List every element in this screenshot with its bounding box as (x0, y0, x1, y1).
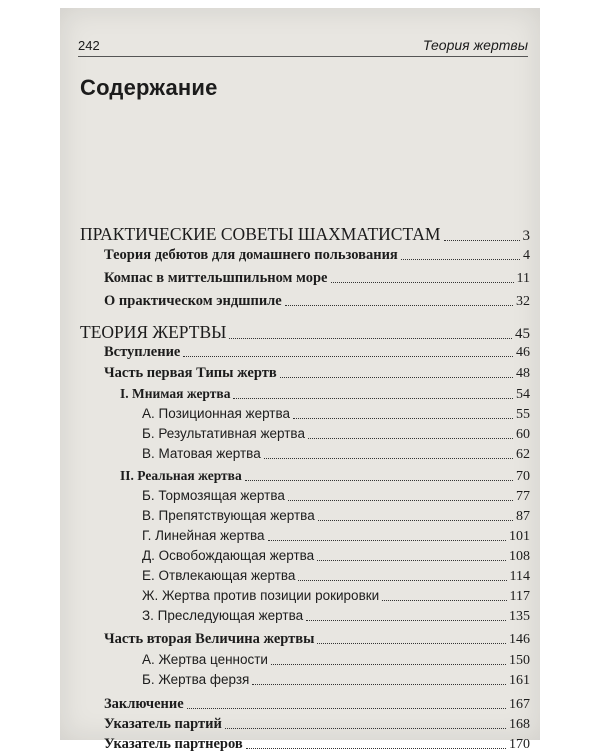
toc-entry-line-sacrifice (142, 528, 530, 545)
toc-entry-practical-endgame (104, 293, 530, 310)
toc-page: 108 (509, 549, 530, 564)
leader-dots (225, 727, 506, 729)
toc-entry-vacating-sacrifice (142, 548, 530, 565)
leader-dots (382, 599, 506, 601)
book-page (60, 8, 540, 752)
toc-label: Вступление (104, 344, 181, 360)
toc-entry-part-one (104, 365, 530, 382)
toc-entry-part-two (104, 631, 530, 648)
toc-label: Компас в миттельшпильном море (104, 270, 328, 286)
leader-dots (285, 304, 513, 306)
toc-page: 170 (509, 737, 530, 752)
leader-dots (229, 337, 512, 339)
leader-dots (252, 683, 506, 685)
toc-label: В. Препятствующая жертва (142, 508, 315, 523)
toc-entry-opening-theory (104, 247, 530, 264)
toc-page: 150 (509, 653, 530, 668)
toc-entry-sacrifice-theory (80, 322, 530, 343)
leader-dots (288, 499, 513, 501)
running-header (78, 36, 528, 57)
toc-label: В. Матовая жертва (142, 446, 261, 461)
toc-label: Теория дебютов для домашнего пользования (104, 247, 398, 263)
toc-page: 46 (516, 345, 530, 360)
leader-dots (298, 579, 506, 581)
toc-entry-partners-index (104, 736, 530, 753)
toc-page: 161 (509, 673, 530, 688)
toc-label: О практическом эндшпиле (104, 293, 282, 309)
bleed-through-right (380, 70, 520, 200)
leader-dots (401, 258, 520, 260)
toc-entry-conclusion (104, 696, 530, 713)
toc-label: Часть первая Типы жертв (104, 365, 277, 381)
toc-page: 4 (523, 248, 530, 263)
toc-entry-real-sacrifice (120, 468, 530, 485)
leader-dots (444, 239, 520, 241)
toc-page: 32 (516, 294, 530, 309)
toc-entry-value-sacrifice (142, 652, 530, 669)
leader-dots (187, 707, 506, 709)
toc-label: Б. Тормозящая жертва (142, 488, 285, 503)
page-title: Содержание (80, 75, 218, 100)
toc-page: 146 (509, 632, 530, 647)
toc-entry-pursuing-sacrifice (142, 608, 530, 625)
toc-page: 70 (516, 469, 530, 484)
toc-label: Е. Отвлекающая жертва (142, 568, 296, 583)
toc-label: Заключение (104, 696, 184, 712)
leader-dots (308, 437, 513, 439)
toc-page: 167 (509, 697, 530, 712)
toc-page: 3 (522, 228, 530, 244)
toc-entry-mating-sacrifice (142, 446, 530, 463)
bleed-through-left (230, 70, 360, 200)
toc-entry-games-index (104, 716, 530, 733)
toc-label: ТЕОРИЯ ЖЕРТВЫ (80, 322, 227, 342)
leader-dots (293, 417, 513, 419)
toc-entry-obstructing-sacrifice (142, 508, 530, 525)
toc-label: ПРАКТИЧЕСКИЕ СОВЕТЫ ШАХМАТИСТАМ (80, 224, 441, 244)
toc-entry-imaginary-sacrifice (120, 386, 530, 403)
toc-label: Г. Линейная жертва (142, 528, 265, 543)
toc-page: 101 (509, 529, 530, 544)
toc-entry-practical-advice (80, 224, 530, 245)
leader-dots (317, 642, 506, 644)
toc-page: 87 (516, 509, 530, 524)
toc-page: 77 (516, 489, 530, 504)
running-title: Теория жертвы (422, 37, 528, 53)
toc-page: 45 (515, 326, 530, 342)
toc-label: Б. Жертва ферзя (142, 672, 250, 687)
leader-dots (233, 397, 513, 399)
toc-label: I. Мнимая жертва (120, 386, 231, 401)
page-number: 242 (78, 38, 100, 53)
toc-entry-resultative-sacrifice (142, 426, 530, 443)
toc-label: Д. Освобождающая жертва (142, 548, 315, 563)
leader-dots (317, 559, 506, 561)
toc-entry-introduction (104, 344, 530, 361)
toc-page: 60 (516, 427, 530, 442)
toc-page: 114 (509, 569, 530, 584)
toc-label: Б. Результативная жертва (142, 426, 305, 441)
toc-entry-retarding-sacrifice (142, 488, 530, 505)
leader-dots (318, 519, 513, 521)
toc-label: Ж. Жертва против позиции рокировки (142, 588, 380, 603)
toc-page: 48 (516, 366, 530, 381)
toc-label: Указатель партий (104, 716, 222, 732)
toc-page: 168 (509, 717, 530, 732)
toc-label: II. Реальная жертва (120, 468, 242, 483)
toc-entry-castled-king-sacrifice (142, 588, 530, 605)
toc-page: 11 (516, 271, 530, 286)
leader-dots (306, 619, 506, 621)
toc-page: 117 (509, 589, 530, 604)
leader-dots (245, 479, 513, 481)
toc-label: Указатель партнеров (104, 736, 243, 752)
leader-dots (271, 663, 506, 665)
leader-dots (246, 747, 506, 749)
toc-label: А. Жертва ценности (142, 652, 268, 667)
toc-entry-deflecting-sacrifice (142, 568, 530, 585)
leader-dots (264, 457, 513, 459)
leader-dots (331, 281, 514, 283)
toc-page: 135 (509, 609, 530, 624)
leader-dots (183, 355, 513, 357)
toc-page: 55 (516, 407, 530, 422)
toc-label: А. Позиционная жертва (142, 406, 291, 421)
toc-entry-queen-sacrifice (142, 672, 530, 689)
leader-dots (280, 376, 513, 378)
toc-label: Часть вторая Величина жертвы (104, 631, 315, 647)
toc-page: 54 (516, 387, 530, 402)
toc-label: З. Преследующая жертва (142, 608, 304, 623)
toc-page: 62 (516, 447, 530, 462)
toc-entry-positional-sacrifice (142, 406, 530, 423)
toc-entry-middlegame-compass (104, 270, 530, 287)
leader-dots (268, 539, 506, 541)
